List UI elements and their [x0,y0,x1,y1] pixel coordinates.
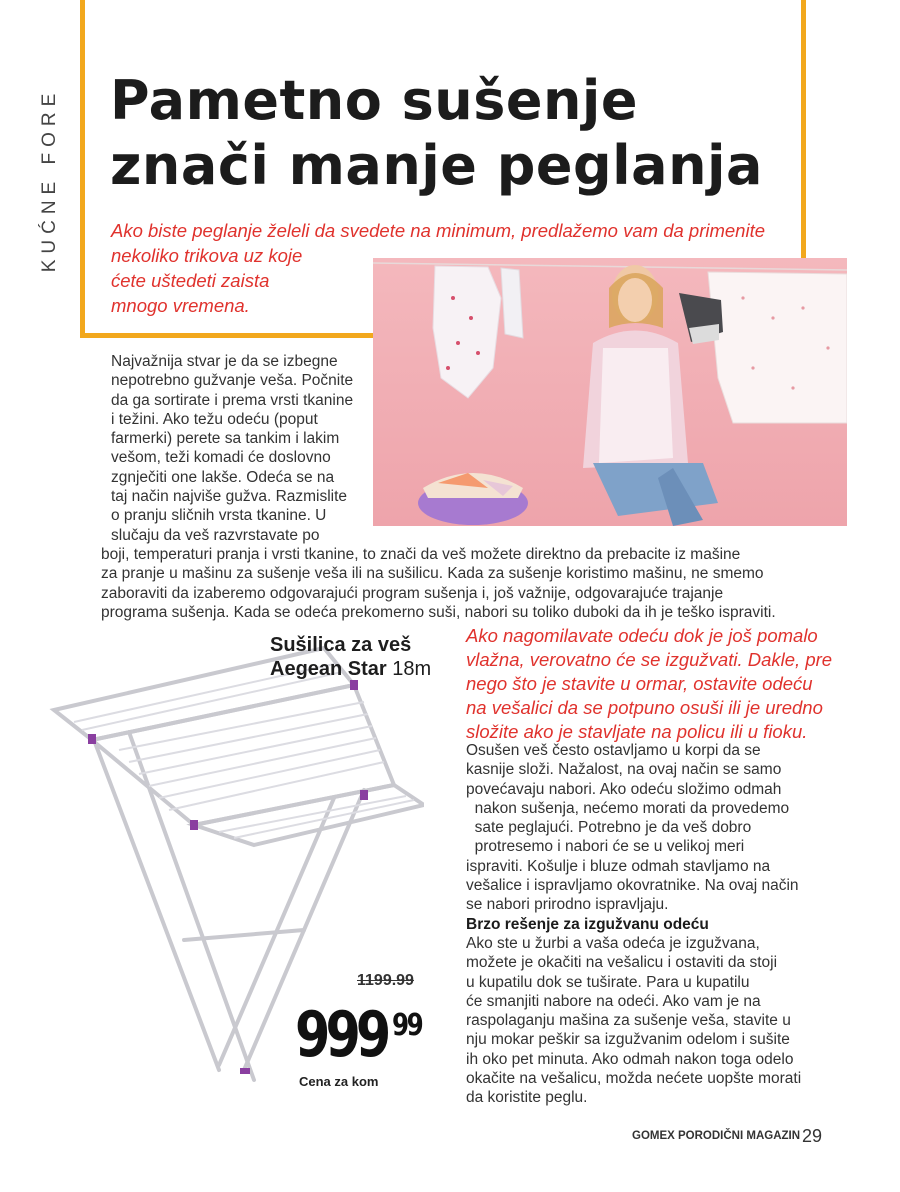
title-line: Pametno sušenje [110,69,639,132]
body-line: i težini. Ako težu odeću (poput [111,410,318,428]
quote-line: složite ako je stavljate na policu ili u fioku. [466,721,808,742]
body-line: da ga sortirate i prema vrsti tkanine [111,391,354,409]
body-line: raspolaganju mašina za sušenje veša, stavite u [466,1012,791,1030]
body-line: Najvažnija stvar je da se izbegne [111,353,338,370]
body-line: nepotrebno gužvanje veša. Počnite [111,372,354,390]
title-line: znači manje peglanja [110,134,763,197]
body-line: povećavaju nabori. Ako odeću složimo odmah [466,780,782,798]
product-model: Aegean Star [270,658,387,680]
body-line: kasnije složi. Nažalost, na ovaj način se samo [466,761,782,779]
body-line: vešalice i ispravljamo okovratnike. Na ovaj način [466,877,799,895]
body-line: nakon sušenja, nećemo morati da provedemo [466,799,790,817]
price-unit-label: Cena za kom [299,1074,379,1089]
body-line: protresemo i nabori će se u velikoj meri [466,838,745,856]
body-line: ih oko pet minuta. Ako odmah nakon toga odelo [466,1050,794,1068]
body-line: u kupatilu dok se tuširate. Para u kupatilu [466,973,750,991]
product-name-line: Sušilica za veš [270,634,412,656]
intro-line: Ako biste peglanje želeli da svedete na minimum, predlažemo vam da primenite [111,220,766,241]
body-line: sate peglajući. Potrebno je da veš dobro [466,819,752,837]
body-line: će smanjiti nabore na odeći. Ako vam je na [466,992,761,1010]
quote-line: na vešalici da se potpuno osuši ili je uredno [466,697,823,718]
body-line: okačite na vešalicu, možda nećete uopšte morati [466,1070,802,1088]
body-line: ispraviti. Košulje i bluze odmah stavljamo na [466,857,771,875]
price-cents: 99 [392,1008,422,1043]
product-name [270,633,431,681]
body-line: Ako ste u žurbi a vaša odeća je izgužvana, [466,934,760,952]
magazine-name: GOMEX PORODIČNI MAGAZIN [632,1130,801,1142]
body-line: zaboraviti da izaberemo odgovarajući program sušenja i, još važnije, odgovarajuće trajanje [101,584,724,602]
body-line: za pranje u mašinu za sušenje veša ili na sušilicu. Kada za sušenje koristimo mašinu, ne smemo [101,565,764,583]
body-text-1 [101,352,776,622]
subheading: Brzo rešenje za izgužvanu odeću [466,915,709,933]
body-line: nju mokar peškir sa izgužvanim odelom i sušite [466,1031,790,1049]
body-line: se nabori prirodno ispravljaju. [466,896,669,914]
body-line: programa sušenja. Kada se odeća prekomerno suši, nabori su toliko duboki da ih je teško ispraviti. [101,603,776,621]
body-line: boji, temperaturi pranja i vrsti tkanine, to znači da veš možete direktno da prebacite iz mašine [101,545,741,563]
body-line: slučaju da veš razvrstavate po [111,526,320,544]
page-number: 29 [802,1126,823,1146]
body-text-2 [466,741,801,1108]
body-line: farmerki) perete sa tankim i lakim [111,430,340,448]
old-price: 1199.99 [357,972,414,989]
section-label [30,70,70,290]
body-line: taj način najviše gužva. Razmislite [111,488,348,506]
intro-line: mnogo vremena. [111,295,250,316]
body-line: možete je okačiti na vešalicu i ostaviti da stoji [466,954,778,972]
body-line: vešom, teži komadi će doslovno [111,449,331,467]
quote-line: Ako nagomilavate odeću dok je još pomalo [466,625,818,646]
intro-line: nekoliko trikova uz koje [111,245,303,266]
intro-line: ćete uštedeti zaista [111,270,270,291]
pull-quote [466,624,832,744]
quote-line: vlažna, verovatno će se izgužvati. Dakle, pre [466,649,833,670]
section-label-text: KUĆNE FORE [39,87,60,273]
price-main: 999 [295,998,387,1071]
body-line: Osušen veš često ostavljamo u korpi da se [466,742,761,759]
page-title [110,68,810,198]
body-line: da koristite peglu. [466,1089,588,1107]
body-line: o pranju sličnih vrsta tkanine. U [111,507,327,525]
product-size: 18m [392,658,432,680]
quote-line: nego što je stavite u ormar, ostavite odeću [466,673,813,694]
body-line: zgnječiti one lakše. Odeća se na [111,468,335,486]
